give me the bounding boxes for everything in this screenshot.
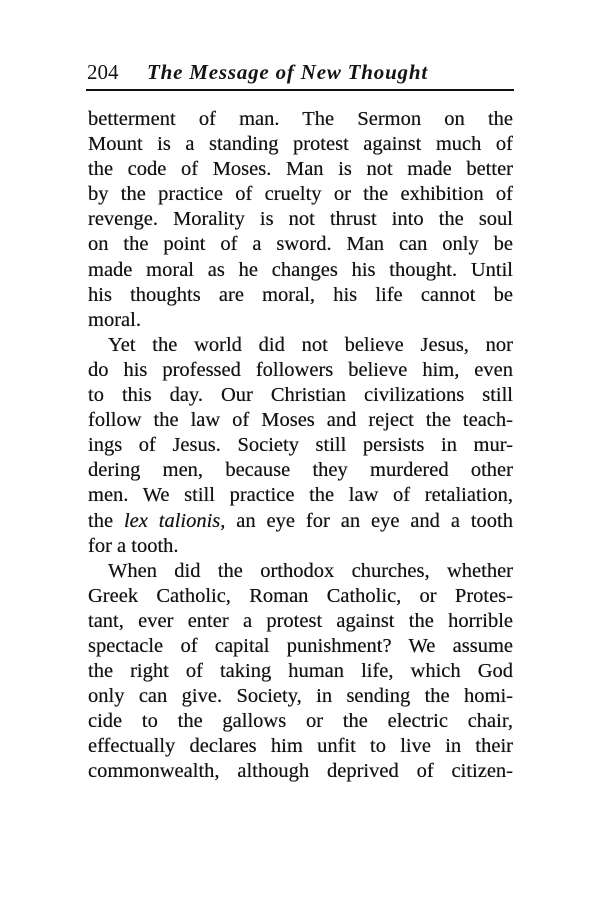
text-line: follow the law of Moses and reject the teach- bbox=[88, 409, 513, 432]
running-header bbox=[87, 60, 513, 88]
text-line: betterment of man. The Sermon on the bbox=[88, 108, 513, 130]
text-line: Yet the world did not believe Jesus, nor bbox=[108, 333, 513, 356]
running-title: The Message of New Thought bbox=[147, 60, 428, 84]
text-line: Mount is a standing protest against much of bbox=[88, 133, 513, 156]
header-rule bbox=[86, 89, 514, 91]
text-line: When did the orthodox churches, whether bbox=[108, 559, 513, 582]
text-segment: the bbox=[88, 509, 124, 532]
text-line: only can give. Society, in sending the homi- bbox=[88, 685, 513, 708]
text-line: on the point of a sword. Man can only be bbox=[88, 233, 513, 256]
text-line: do his professed followers believe him, even bbox=[88, 358, 513, 381]
italic-phrase: lex talionis, bbox=[123, 509, 226, 532]
text-line: cide to the gallows or the electric chair, bbox=[88, 710, 513, 733]
text-line: for a tooth. bbox=[88, 534, 179, 557]
page-number: 204 bbox=[87, 60, 119, 84]
text-line: spectacle of capital punishment? We assume bbox=[88, 634, 513, 657]
text-line: tant, ever enter a protest against the horrible bbox=[88, 609, 513, 632]
text-segment: an eye for an eye and a tooth bbox=[225, 509, 513, 532]
text-line: effectually declares him unfit to live in their bbox=[88, 735, 513, 758]
body-text bbox=[88, 107, 513, 785]
text-line bbox=[88, 509, 513, 534]
text-line: ings of Jesus. Society still persists in mur- bbox=[88, 434, 513, 457]
text-line: Greek Catholic, Roman Catholic, or Protes- bbox=[88, 584, 513, 607]
text-line: men. We still practice the law of retaliation, bbox=[88, 484, 513, 507]
text-line: dering men, because they murdered other bbox=[88, 459, 513, 482]
text-line: moral. bbox=[88, 308, 141, 331]
text-line: commonwealth, although deprived of citizen- bbox=[88, 760, 513, 783]
text-line: by the practice of cruelty or the exhibition of bbox=[88, 183, 513, 206]
text-line: made moral as he changes his thought. Until bbox=[88, 258, 513, 281]
text-line: his thoughts are moral, his life cannot be bbox=[88, 283, 513, 306]
text-line: revenge. Morality is not thrust into the soul bbox=[88, 208, 513, 231]
text-line: the right of taking human life, which God bbox=[88, 660, 513, 683]
text-line: to this day. Our Christian civilizations still bbox=[88, 384, 513, 407]
text-line: the code of Moses. Man is not made better bbox=[88, 158, 513, 181]
